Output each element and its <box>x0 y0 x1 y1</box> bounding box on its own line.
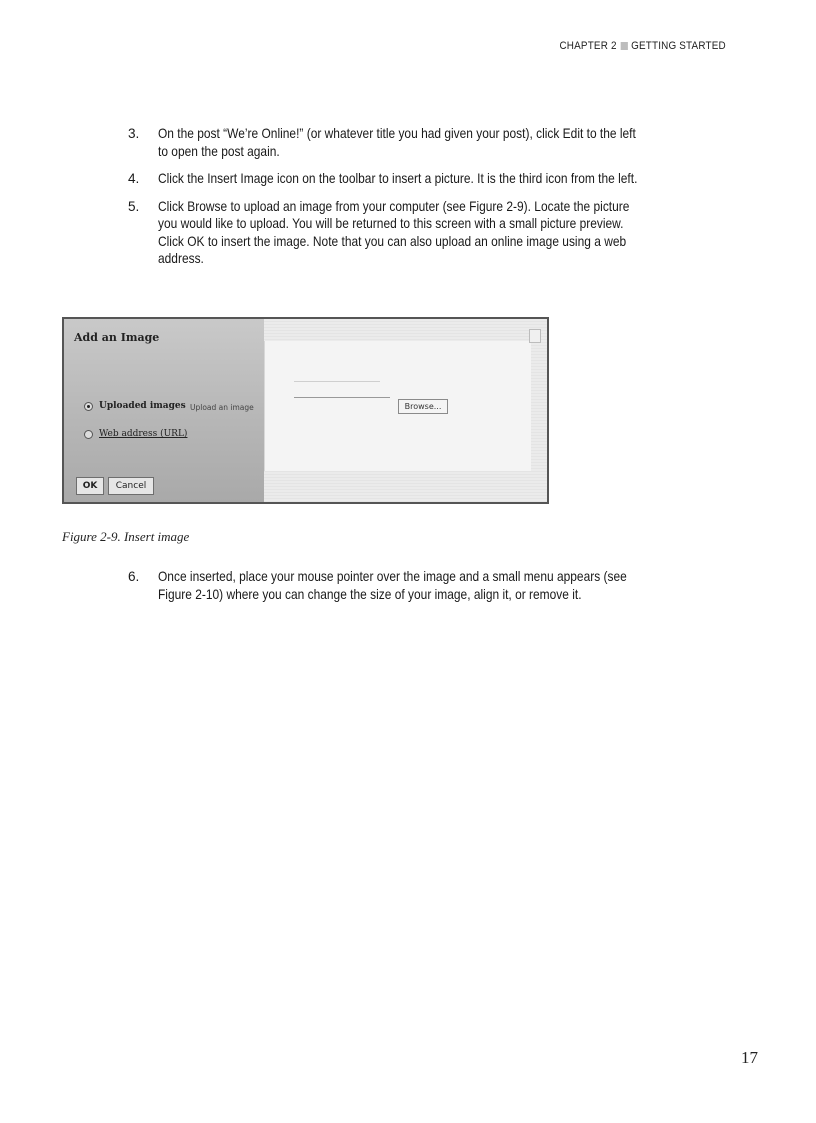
cancel-button[interactable]: Cancel <box>108 477 154 495</box>
file-path-field[interactable] <box>294 397 390 398</box>
step-text <box>158 170 648 188</box>
step-text-content: Click Browse to upload an image from your computer (see Figure 2-9). Locate the picture you would like to upload. You will be returned to this screen with a small picture preview. Click OK to insert the image. Note that you can also upload an online image using a web address. <box>158 198 630 266</box>
separator-square-icon <box>620 42 627 50</box>
step-list <box>128 568 648 613</box>
page-number: 17 <box>741 1048 758 1067</box>
running-head <box>560 40 726 52</box>
figure-screenshot <box>62 317 549 504</box>
radio-selected-icon[interactable] <box>84 402 93 411</box>
step-text-content: On the post “We’re Online!” (or whatever title you had given your post), click Edit to the left to open the post again. <box>158 126 636 159</box>
radio-web-address[interactable] <box>84 429 187 439</box>
step-number: 6. <box>128 569 140 584</box>
step-text <box>158 198 648 268</box>
step-number: 4. <box>128 171 140 186</box>
figure-caption: Figure 2-9. Insert image <box>62 529 190 544</box>
radio-uploaded-images[interactable] <box>84 401 186 411</box>
radio-label: Web address (URL) <box>99 429 188 439</box>
step-text <box>158 568 648 603</box>
step-text-content: Once inserted, place your mouse pointer over the image and a small menu appears (see Figure 2-10) where you can change the size of your image, align it, or remove it. <box>158 569 627 602</box>
dialog-close-icon[interactable] <box>529 329 541 343</box>
step-text <box>158 125 648 160</box>
step-text-content: Click the Insert Image icon on the toolbar to insert a picture. It is the third icon from the left. <box>158 171 638 186</box>
dialog-title: Add an Image <box>74 331 160 344</box>
list-item <box>128 198 648 268</box>
list-item <box>128 125 648 160</box>
radio-unselected-icon[interactable] <box>84 430 93 439</box>
browse-button[interactable]: Browse... <box>398 399 448 414</box>
radio-label: Uploaded images <box>99 401 186 411</box>
step-list <box>128 125 648 278</box>
list-item <box>128 170 648 188</box>
upload-label: Upload an image <box>190 403 254 412</box>
step-number: 5. <box>128 198 140 214</box>
chapter-title: GETTING STARTED <box>631 40 726 52</box>
divider <box>294 381 380 382</box>
ok-button[interactable]: OK <box>76 477 104 495</box>
step-number: 3. <box>128 126 140 141</box>
chapter-label: CHAPTER 2 <box>559 40 617 52</box>
list-item <box>128 568 648 603</box>
